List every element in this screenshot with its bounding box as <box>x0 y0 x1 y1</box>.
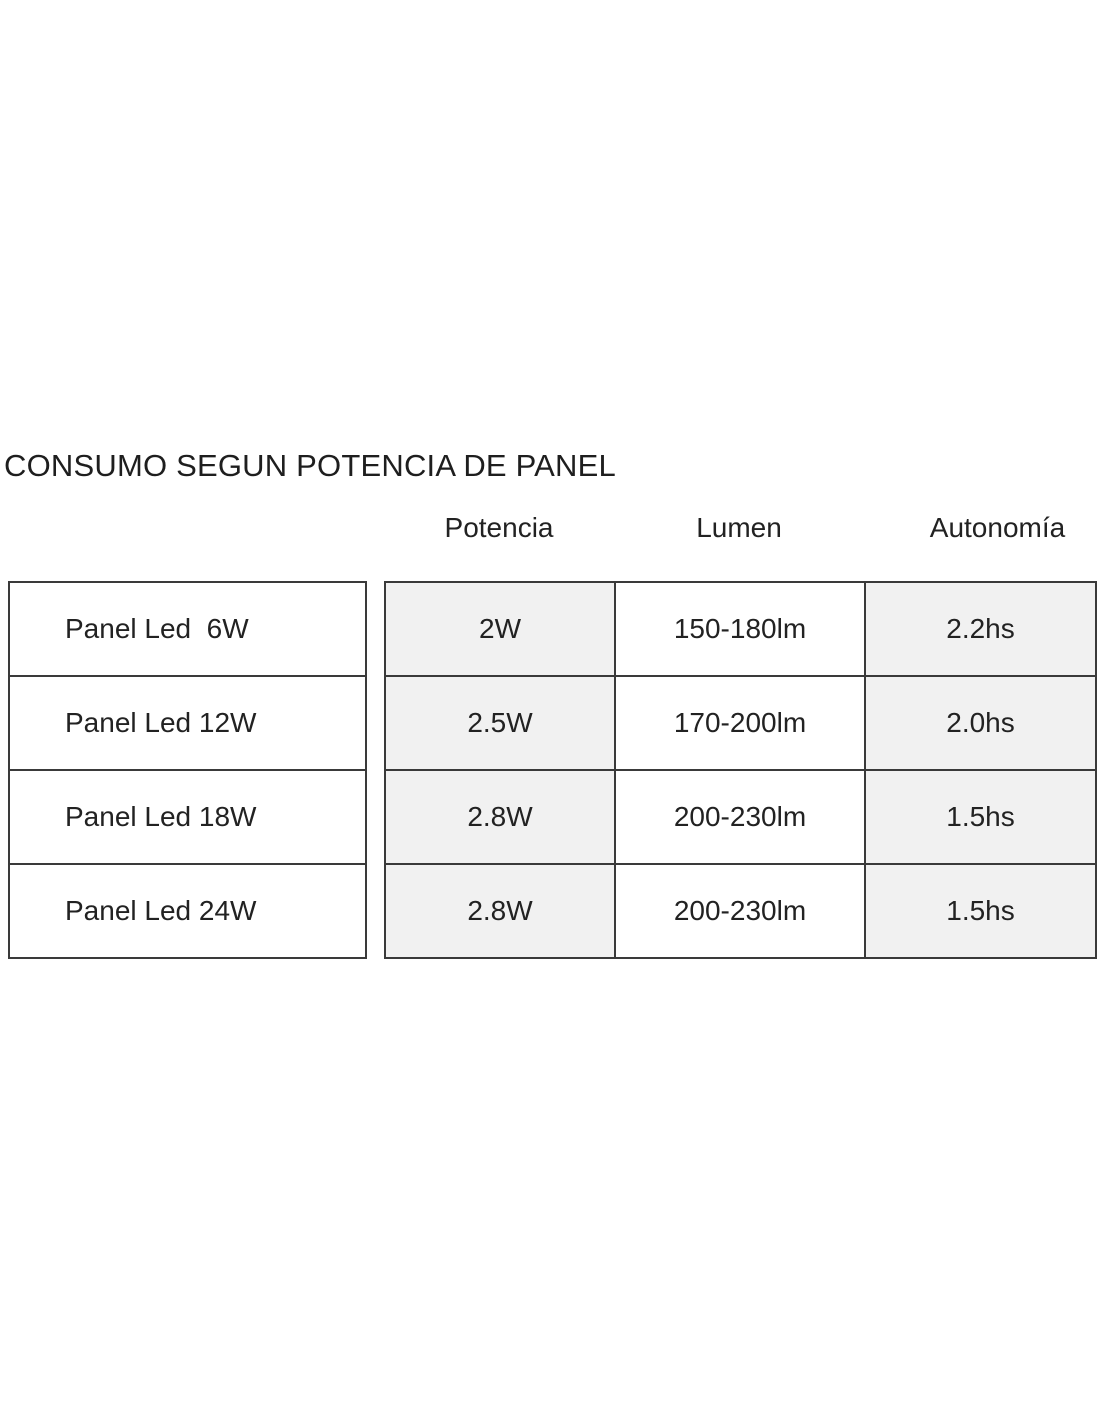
panel-name-cell: Panel Led 6W <box>9 582 366 676</box>
page-title: CONSUMO SEGUN POTENCIA DE PANEL <box>4 448 616 483</box>
potencia-cell: 2W <box>385 582 615 676</box>
column-header-potencia: Potencia <box>444 512 554 543</box>
table-row <box>385 582 1096 676</box>
column-header-lumen: Lumen <box>696 512 782 543</box>
panel-name-cell: Panel Led 12W <box>9 676 366 770</box>
autonomia-cell: 2.2hs <box>865 582 1096 676</box>
table-row <box>385 770 1096 864</box>
lumen-cell: 150-180lm <box>615 582 865 676</box>
table-row <box>385 864 1096 958</box>
table-row <box>9 770 366 864</box>
lumen-cell: 200-230lm <box>615 770 865 864</box>
potencia-cell: 2.5W <box>385 676 615 770</box>
table-row <box>9 864 366 958</box>
panel-name-cell: Panel Led 18W <box>9 770 366 864</box>
panel-name-cell: Panel Led 24W <box>9 864 366 958</box>
autonomia-cell: 1.5hs <box>865 864 1096 958</box>
lumen-cell: 200-230lm <box>615 864 865 958</box>
table-row <box>9 582 366 676</box>
autonomia-cell: 2.0hs <box>865 676 1096 770</box>
table-row <box>385 676 1096 770</box>
panel-names-table <box>8 581 367 959</box>
column-header-autonomia: Autonomía <box>929 512 1066 543</box>
potencia-cell: 2.8W <box>385 864 615 958</box>
table-row <box>9 676 366 770</box>
autonomia-cell: 1.5hs <box>865 770 1096 864</box>
lumen-cell: 170-200lm <box>615 676 865 770</box>
potencia-cell: 2.8W <box>385 770 615 864</box>
consumption-table <box>384 581 1097 959</box>
